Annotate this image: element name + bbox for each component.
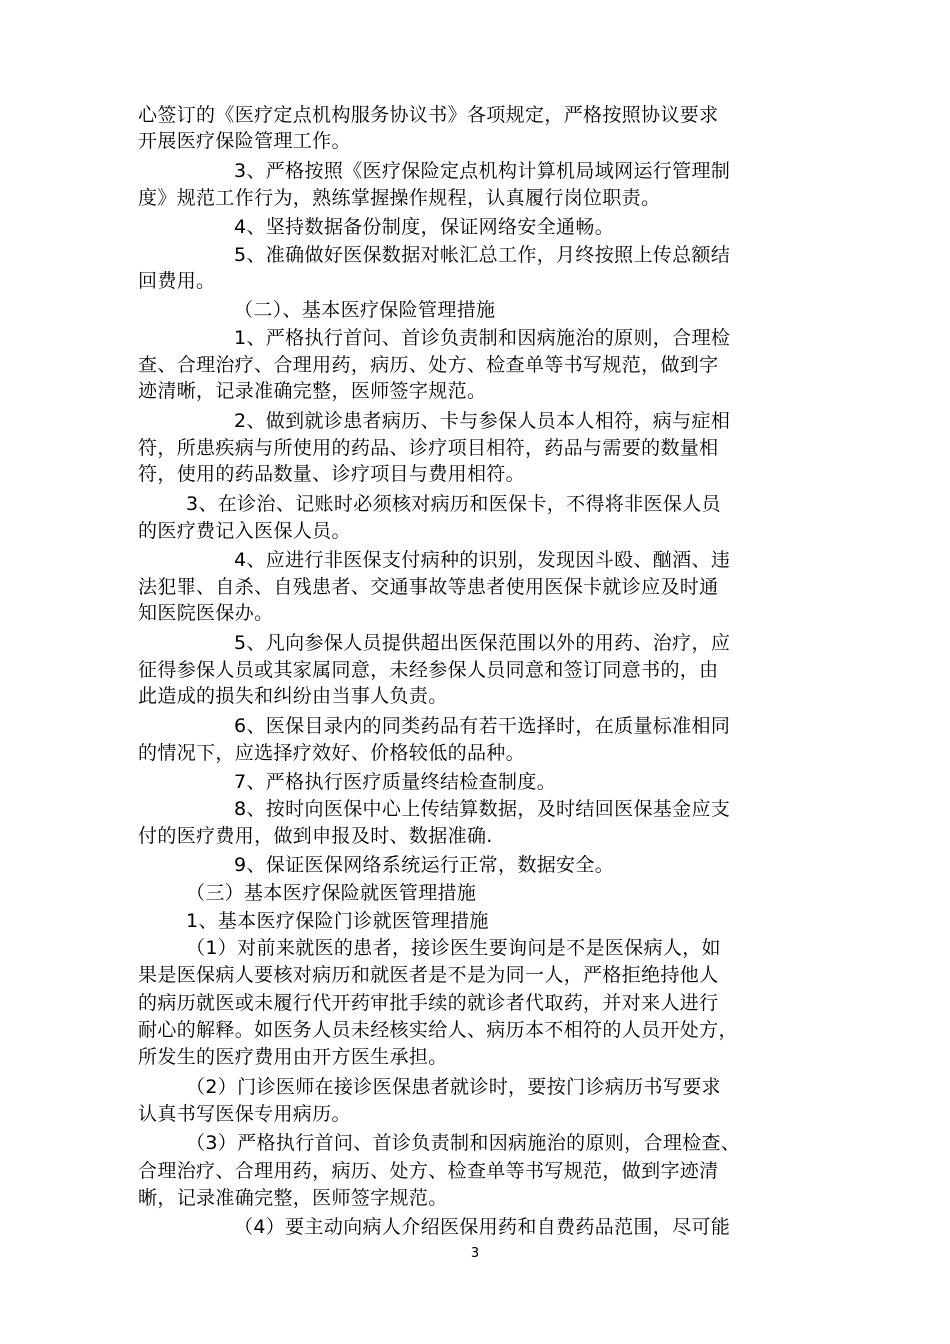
text-line: 度》规范工作行为，熟练掌握操作规程，认真履行岗位职责。: [138, 187, 661, 209]
text-line: 4、坚持数据备份制度，保证网络安全通畅。: [234, 216, 615, 238]
text-line: 的情况下，应选择疗效好、价格较低的品种。: [138, 742, 526, 764]
text-line: （2）门诊医师在接诊医保患者就诊时，要按门诊病历书写要求: [186, 1076, 721, 1098]
text-line: 3、严格按照《医疗保险定点机构计算机局域网运行管理制: [234, 160, 731, 182]
section-heading: （二）、基本医疗保险管理措施: [234, 299, 496, 321]
sub-heading: 1、基本医疗保险门诊就医管理措施: [186, 910, 489, 932]
text-line: 此造成的损失和纠纷由当事人负责。: [138, 685, 448, 707]
text-line: （3）严格执行首问、首诊负责制和因病施治的原则，合理检查、: [186, 1132, 741, 1154]
text-line: 8、按时向医保中心上传结算数据，及时结回医保基金应支: [234, 798, 731, 820]
text-line: 9、保证医保网络系统运行正常，数据安全。: [234, 854, 615, 876]
text-line: （4）要主动向病人介绍医保用药和自费药品范围，尽可能: [234, 1216, 731, 1238]
text-line: 的医疗费记入医保人员。: [138, 520, 351, 542]
text-line: 5、准确做好医保数据对帐汇总工作，月终按照上传总额结: [234, 244, 731, 266]
text-line: 符，所患疾病与所使用的药品、诊疗项目相符，药品与需要的数量相: [138, 437, 719, 459]
text-line: 认真书写医保专用病历。: [138, 1103, 351, 1125]
text-line: 心签订的《医疗定点机构服务协议书》各项规定，严格按照协议要求: [138, 104, 719, 126]
text-line: 的病历就医或未履行代开药审批手续的就诊者代取药，并对来人进行: [138, 992, 719, 1014]
text-line: 符，使用的药品数量、诊疗项目与费用相符。: [138, 463, 526, 485]
text-line: 1、严格执行首问、首诊负责制和因病施治的原则，合理检: [234, 327, 731, 349]
text-line: 征得参保人员或其家属同意，未经参保人员同意和签订同意书的，由: [138, 659, 719, 681]
text-line: 合理治疗、合理用药，病历、处方、检查单等书写规范，做到字迹清: [138, 1160, 719, 1182]
text-line: 7、严格执行医疗质量终结检查制度。: [234, 771, 557, 793]
section-heading: （三）基本医疗保险就医管理措施: [186, 882, 477, 904]
text-line: 5、凡向参保人员提供超出医保范围以外的用药、治疗，应: [234, 632, 731, 654]
text-line: 回费用。: [138, 270, 216, 292]
text-line: 耐心的解释。如医务人员未经核实给人、病历本不相符的人员开处方，: [138, 1019, 738, 1041]
text-line: （1）对前来就医的患者，接诊医生要询问是不是医保病人，如: [186, 937, 721, 959]
text-line: 查、合理治疗、合理用药，病历、处方、检查单等书写规范，做到字: [138, 354, 719, 376]
page-number: 3: [470, 1246, 480, 1261]
text-line: 晰，记录准确完整，医师签字规范。: [138, 1187, 448, 1209]
text-line: 所发生的医疗费用由开方医生承担。: [138, 1046, 448, 1068]
text-line: 开展医疗保险管理工作。: [138, 130, 351, 152]
text-line: 知医院医保办。: [138, 602, 274, 624]
text-line: 果是医保病人要核对病历和就医者是不是为同一人，严格拒绝持他人: [138, 964, 719, 986]
text-line: 付的医疗费用，做到申报及时、数据准确.: [138, 825, 493, 847]
text-line: 法犯罪、自杀、自残患者、交通事故等患者使用医保卡就诊应及时通: [138, 576, 719, 598]
text-line: 2、做到就诊患者病历、卡与参保人员本人相符，病与症相: [234, 410, 731, 432]
text-line: 4、应进行非医保支付病种的识别，发现因斗殴、酗酒、违: [234, 549, 731, 571]
text-line: 3、在诊治、记账时必须核对病历和医保卡，不得将非医保人员: [186, 493, 721, 515]
text-line: 6、医保目录内的同类药品有若干选择时，在质量标准相同: [234, 715, 731, 737]
text-line: 迹清晰，记录准确完整，医师签字规范。: [138, 380, 487, 402]
